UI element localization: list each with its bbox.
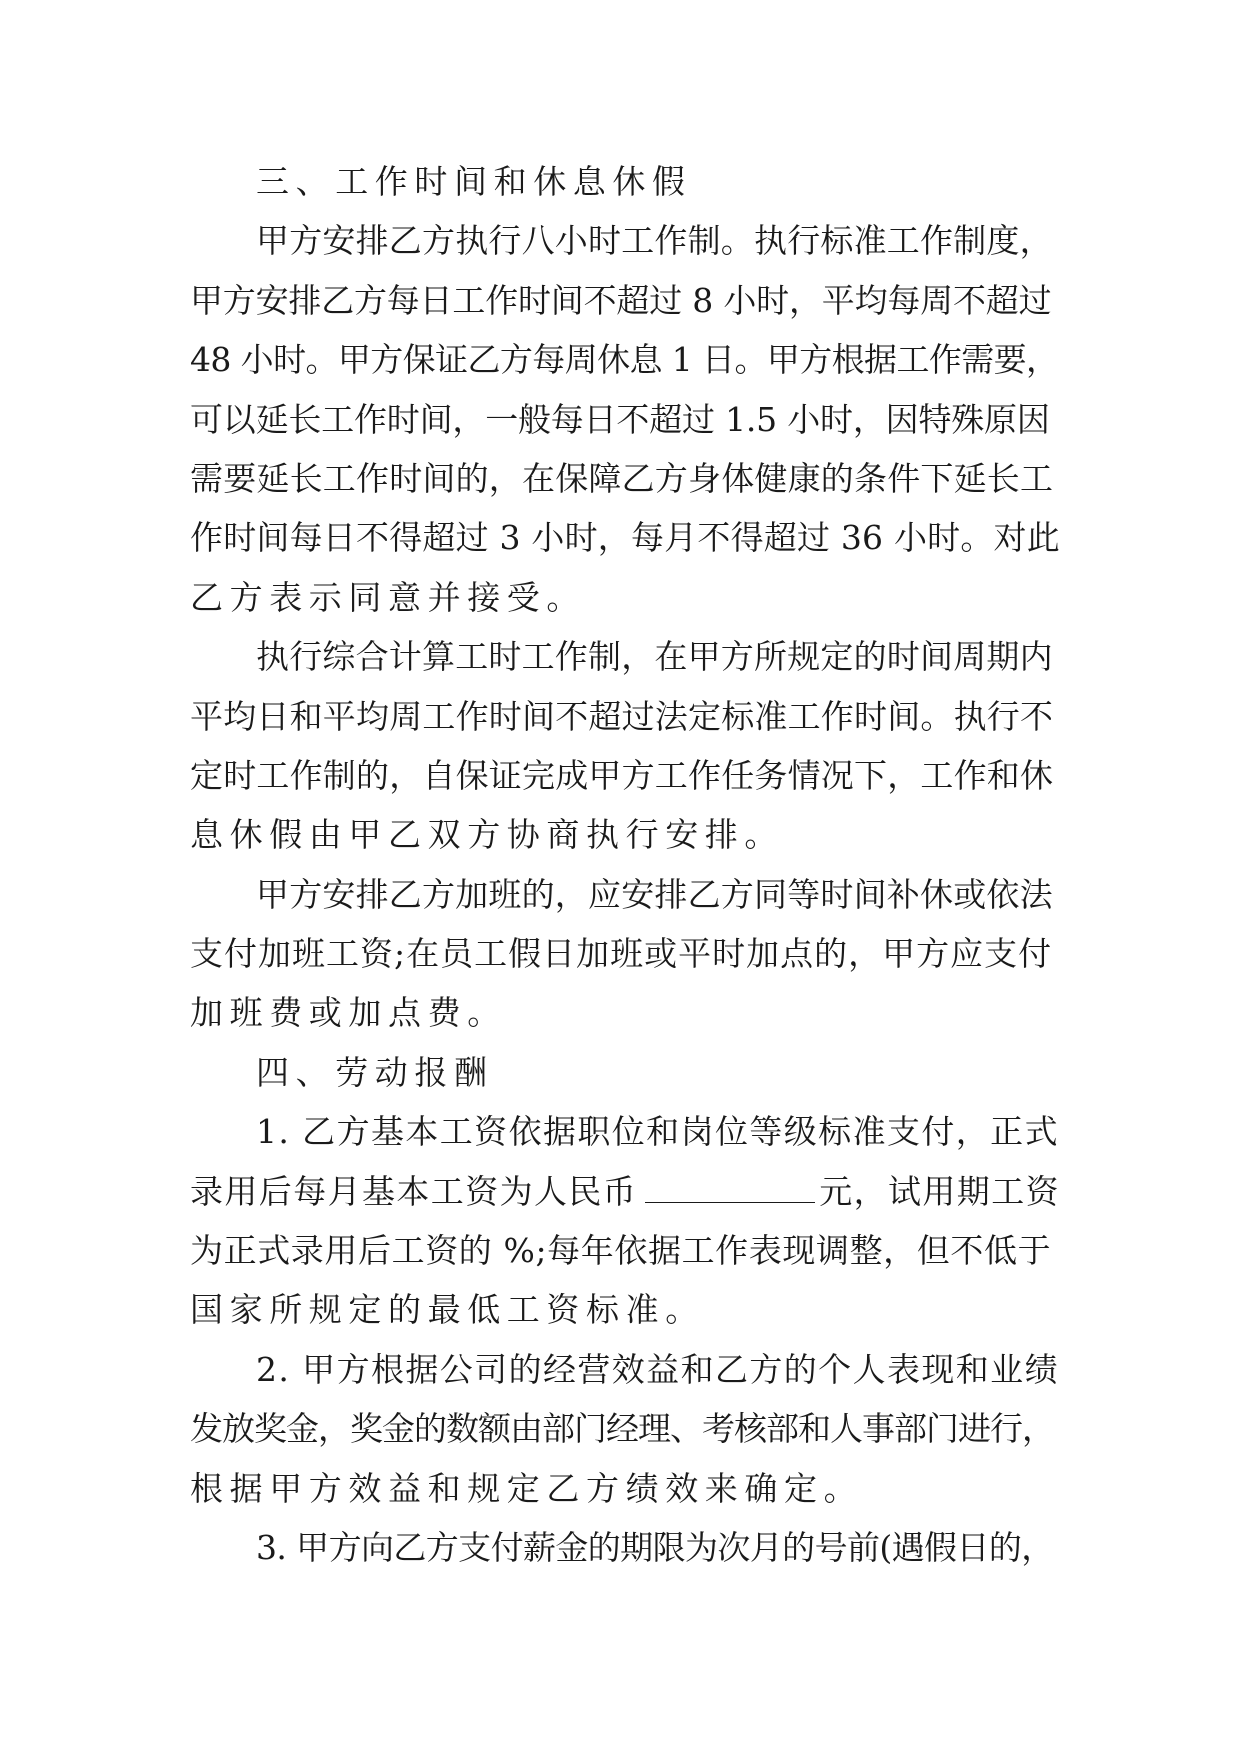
paragraph-line: 平均日和平均周工作时间不超过法定标准工作时间。执行不 bbox=[190, 696, 1054, 736]
paragraph-line: 需要延长工作时间的，在保障乙方身体健康的条件下延长工 bbox=[190, 458, 1054, 498]
paragraph-line: 甲方安排乙方加班的，应安排乙方同等时间补休或依法 bbox=[256, 874, 1053, 914]
paragraph-line: 定时工作制的，自保证完成甲方工作任务情况下，工作和休 bbox=[190, 755, 1054, 795]
section-heading-work-time: 三、工作时间和休息休假 bbox=[256, 162, 692, 201]
paragraph-line: 支付加班工资;在员工假日加班或平时加点的，甲方应支付 bbox=[190, 934, 1053, 974]
salary-amount-blank bbox=[645, 1176, 815, 1203]
document-page bbox=[190, 152, 1060, 1577]
paragraph-line: 息休假由甲乙双方协商执行安排。 bbox=[190, 815, 784, 855]
paragraph-line: 甲方安排乙方执行八小时工作制。执行标准工作制度， bbox=[256, 221, 1053, 261]
paragraph-line: 甲方安排乙方每日工作时间不超过 8 小时，平均每周不超过 bbox=[190, 280, 1052, 320]
paragraph-line: 1. 乙方基本工资依据职位和岗位等级标准支付，正式 bbox=[256, 1112, 1059, 1152]
paragraph-line: 3. 甲方向乙方支付薪金的期限为次月的号前(遇假日的， bbox=[256, 1527, 1054, 1567]
paragraph-line: 乙方表示同意并接受。 bbox=[190, 577, 586, 617]
paragraph-line: 发放奖金，奖金的数额由部门经理、考核部和人事部门进行， bbox=[190, 1409, 1054, 1449]
paragraph-line: 执行综合计算工时工作制，在甲方所规定的时间周期内 bbox=[256, 637, 1053, 677]
paragraph-line: 可以延长工作时间，一般每日不超过 1.5 小时，因特殊原因 bbox=[190, 399, 1050, 439]
section-heading-remuneration: 四、劳动报酬 bbox=[256, 1052, 494, 1092]
salary-line bbox=[190, 1162, 1060, 1221]
salary-line-before: 录用后每月基本工资为人民币 bbox=[190, 1171, 638, 1211]
paragraph-line: 作时间每日不得超过 3 小时，每月不得超过 36 小时。对此 bbox=[190, 518, 1060, 558]
paragraph-line: 加班费或加点费。 bbox=[190, 993, 507, 1033]
paragraph-line: 为正式录用后工资的 %;每年依据工作表现调整，但不低于 bbox=[190, 1231, 1052, 1271]
paragraph-line: 2. 甲方根据公司的经营效益和乙方的个人表现和业绩 bbox=[256, 1349, 1059, 1389]
salary-line-after: 元，试用期工资 bbox=[819, 1171, 1061, 1211]
paragraph-line: 国家所规定的最低工资标准。 bbox=[190, 1290, 705, 1330]
paragraph-line: 48 小时。甲方保证乙方每周休息 1 日。甲方根据工作需要， bbox=[190, 340, 1059, 380]
paragraph-line: 根据甲方效益和规定乙方绩效来确定。 bbox=[190, 1468, 864, 1508]
